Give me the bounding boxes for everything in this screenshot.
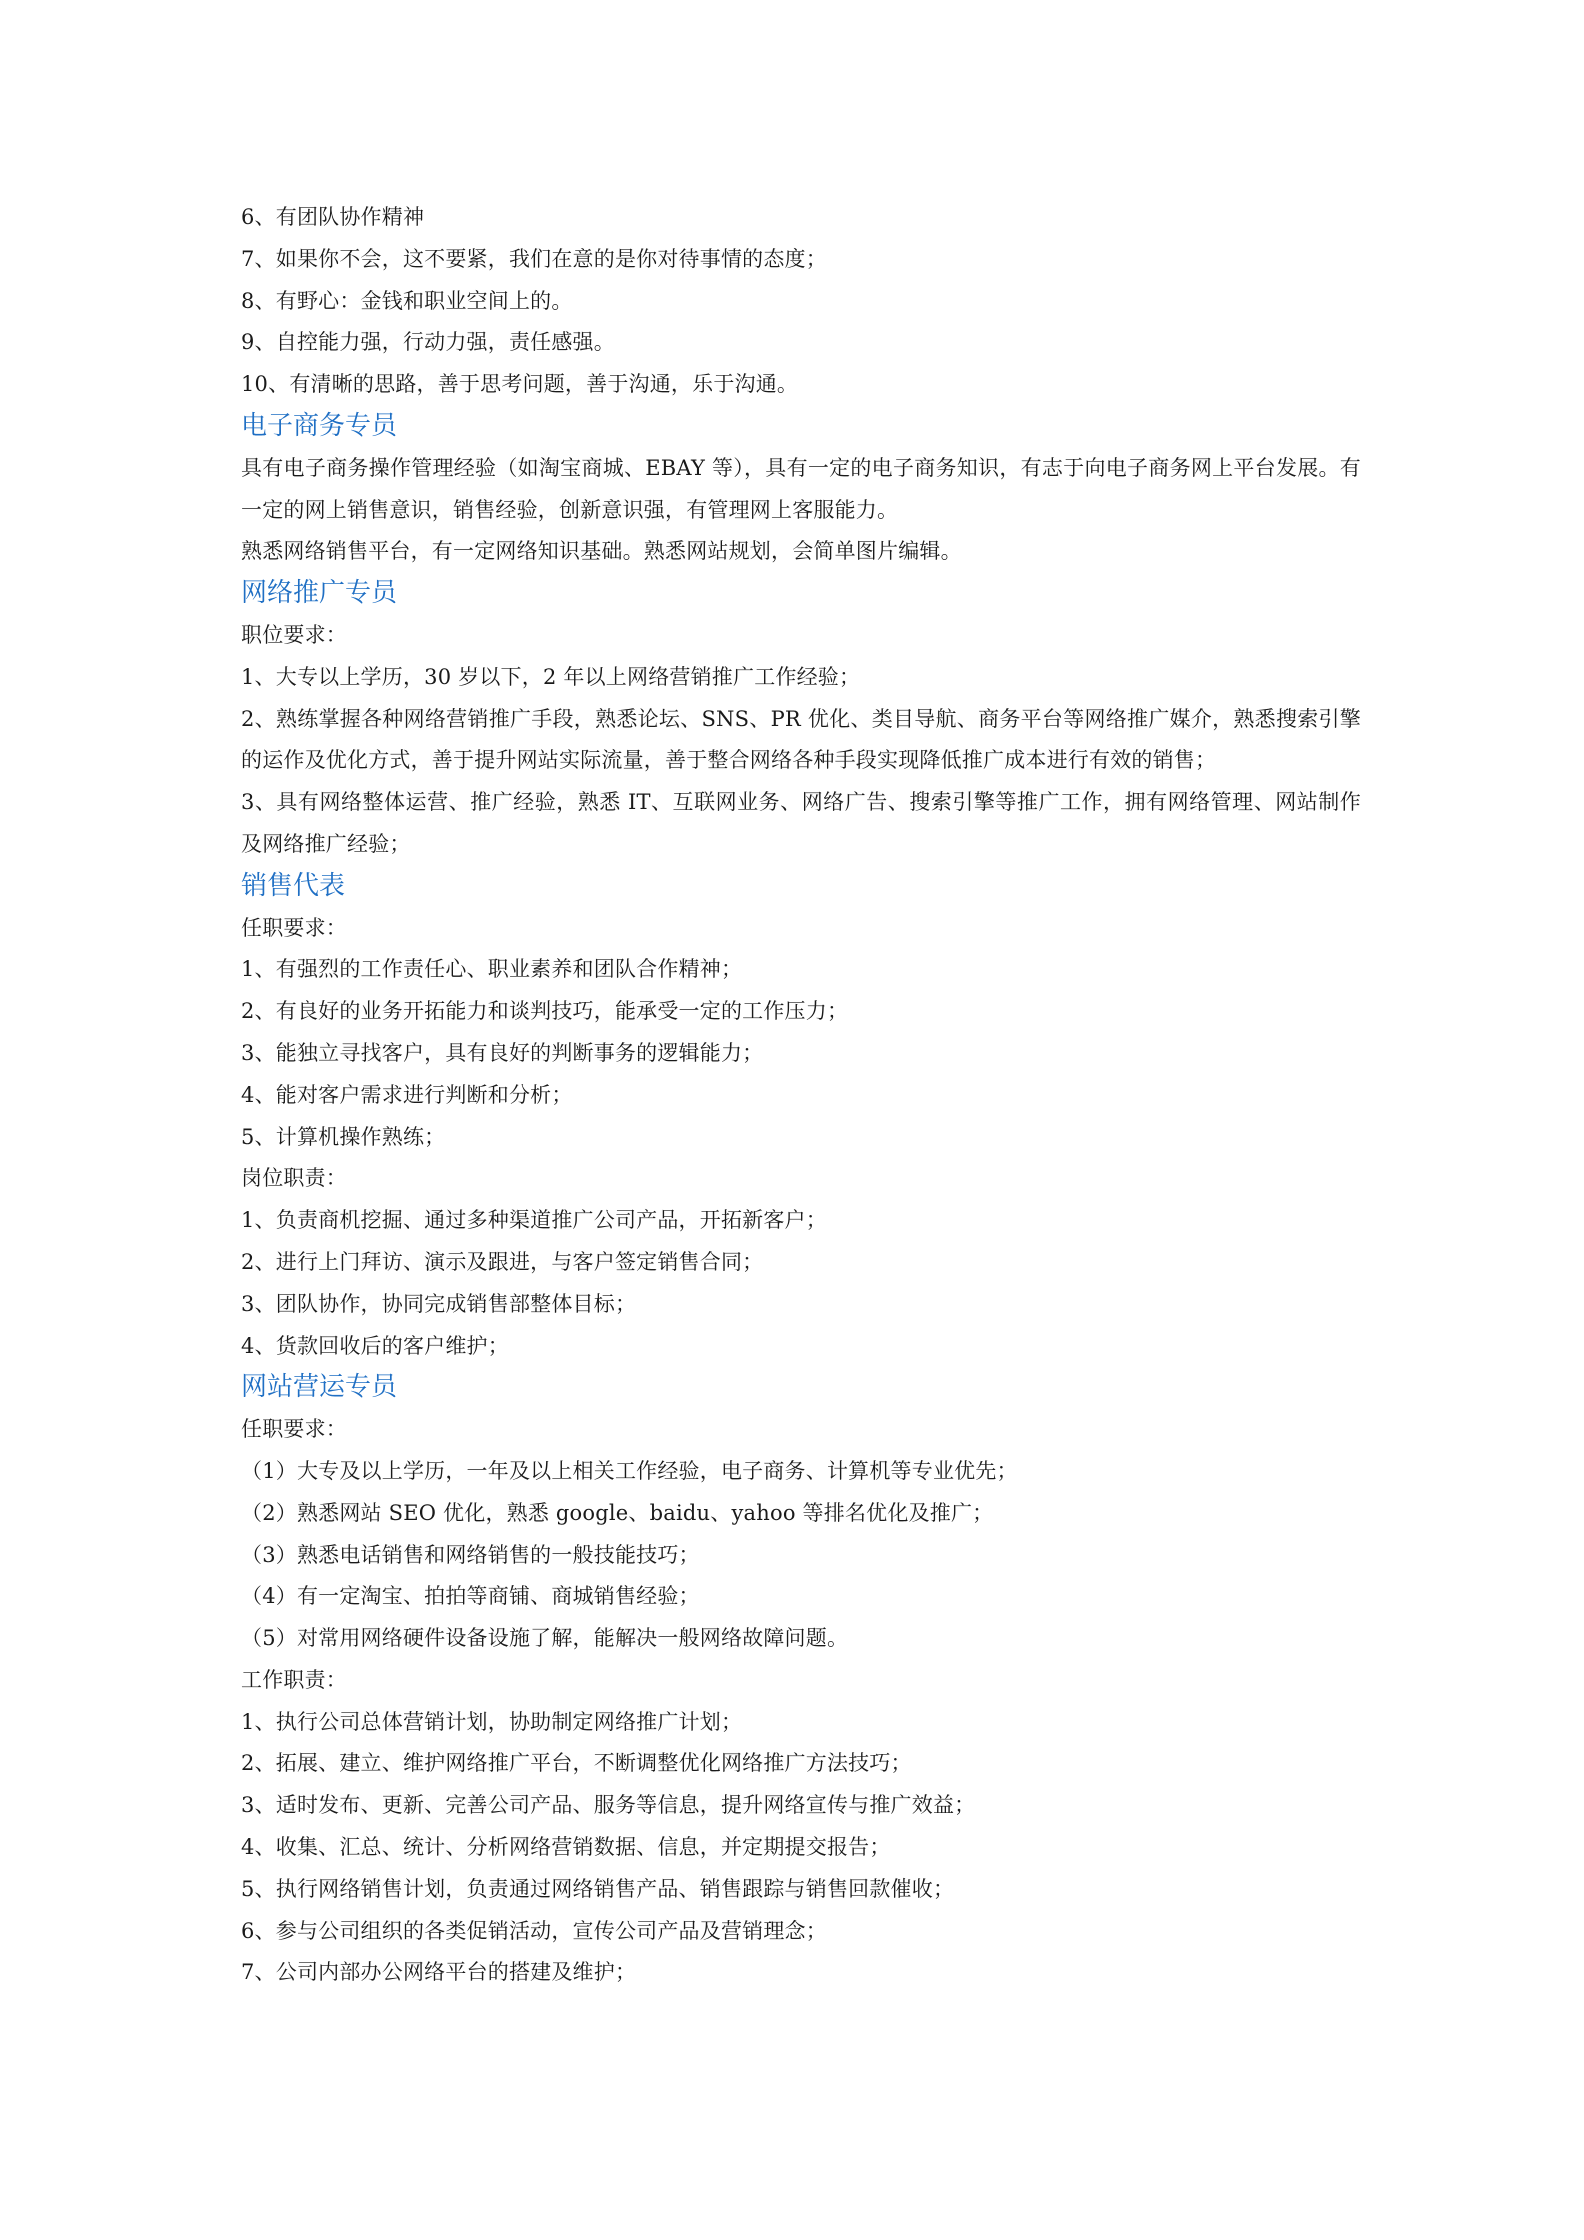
- list-item: 1、有强烈的工作责任心、职业素养和团队合作精神；: [241, 957, 743, 982]
- document-page: [241, 197, 1361, 1994]
- list-item: 7、公司内部办公网络平台的搭建及维护；: [241, 1960, 637, 1985]
- section-heading: 销售代表: [241, 870, 346, 901]
- list-item: 3、具有网络整体运营、推广经验，熟悉 IT、互联网业务、网络广告、搜索引擎等推广工作，拥有网络管理、网站制作及网络推广经验；: [241, 790, 1361, 856]
- sub-label: 岗位职责：: [241, 1166, 347, 1191]
- list-item: 3、能独立寻找客户，具有良好的判断事务的逻辑能力；: [241, 1040, 764, 1065]
- list-item: （1）大专及以上学历，一年及以上相关工作经验，电子商务、计算机等专业优先；: [241, 1458, 1018, 1483]
- section-ecommerce: [241, 406, 1361, 573]
- list-item: 7、如果你不会，这不要紧，我们在意的是你对待事情的态度；: [241, 246, 827, 271]
- paragraph: 具有电子商务操作管理经验（如淘宝商城、EBAY 等），具有一定的电子商务知识，有志于向电子商务网上平台发展。有一定的网上销售意识，销售经验，创新意识强，有管理网上客服能力。: [241, 455, 1361, 522]
- list-item: 6、有团队协作精神: [241, 205, 425, 229]
- list-item: 2、拓展、建立、维护网络推广平台，不断调整优化网络推广方法技巧；: [241, 1751, 912, 1776]
- list-item: 1、负责商机挖掘、通过多种渠道推广公司产品，开拓新客户；: [241, 1208, 827, 1233]
- list-item: 3、适时发布、更新、完善公司产品、服务等信息，提升网络宣传与推广效益；: [241, 1793, 976, 1818]
- list-item: 5、计算机操作熟练；: [241, 1124, 446, 1149]
- section-promotion: [241, 573, 1361, 866]
- list-item: 10、有清晰的思路，善于思考问题，善于沟通，乐于沟通。: [241, 372, 799, 397]
- list-item: （5）对常用网络硬件设备设施了解，能解决一般网络故障问题。: [241, 1626, 849, 1651]
- sub-label: 工作职责：: [241, 1667, 347, 1692]
- list-item: 8、有野心：金钱和职业空间上的。: [241, 288, 573, 313]
- list-item: 6、参与公司组织的各类促销活动，宣传公司产品及营销理念；: [241, 1918, 827, 1943]
- list-item: 2、熟练掌握各种网络营销推广手段，熟悉论坛、SNS、PR 优化、类目导航、商务平台等网络推广媒介，熟悉搜索引擎的运作及优化方式，善于提升网站实际流量，善于整合网络各种手段实现降低推广成本进行有效的销售；: [241, 706, 1361, 773]
- section-sales: [241, 866, 1361, 1368]
- section-operations: [241, 1367, 1361, 1994]
- sub-label: 任职要求：: [241, 1417, 347, 1442]
- list-item: （2）熟悉网站 SEO 优化，熟悉 google、baidu、yahoo 等排名优化及推广；: [241, 1500, 994, 1525]
- paragraph: 熟悉网络销售平台，有一定网络知识基础。熟悉网站规划，会简单图片编辑。: [241, 539, 962, 564]
- list-item: （3）熟悉电话销售和网络销售的一般技能技巧；: [241, 1542, 700, 1567]
- section-heading: 电子商务专员: [241, 410, 398, 441]
- list-item: 4、货款回收后的客户维护；: [241, 1333, 509, 1358]
- list-item: 9、自控能力强，行动力强，责任感强。: [241, 330, 615, 355]
- list-item: （4）有一定淘宝、拍拍等商铺、商城销售经验；: [241, 1584, 700, 1609]
- list-item: 1、执行公司总体营销计划，协助制定网络推广计划；: [241, 1709, 743, 1734]
- list-item: 2、有良好的业务开拓能力和谈判技巧，能承受一定的工作压力；: [241, 999, 849, 1024]
- section-heading: 网络推广专员: [241, 578, 398, 609]
- list-item: 1、大专以上学历，30 岁以下，2 年以上网络营销推广工作经验；: [241, 664, 861, 689]
- list-item: 2、进行上门拜访、演示及跟进，与客户签定销售合同；: [241, 1249, 764, 1274]
- sub-label: 任职要求：: [241, 915, 347, 940]
- list-item: 4、收集、汇总、统计、分析网络营销数据、信息，并定期提交报告；: [241, 1835, 891, 1860]
- list-item: 3、团队协作，协同完成销售部整体目标；: [241, 1291, 637, 1316]
- list-item: 4、能对客户需求进行判断和分析；: [241, 1082, 573, 1107]
- list-item: 5、执行网络销售计划，负责通过网络销售产品、销售跟踪与销售回款催收；: [241, 1876, 955, 1901]
- section-heading: 网站营运专员: [241, 1372, 398, 1403]
- intro-list: [241, 197, 1361, 406]
- sub-label: 职位要求：: [241, 622, 347, 647]
